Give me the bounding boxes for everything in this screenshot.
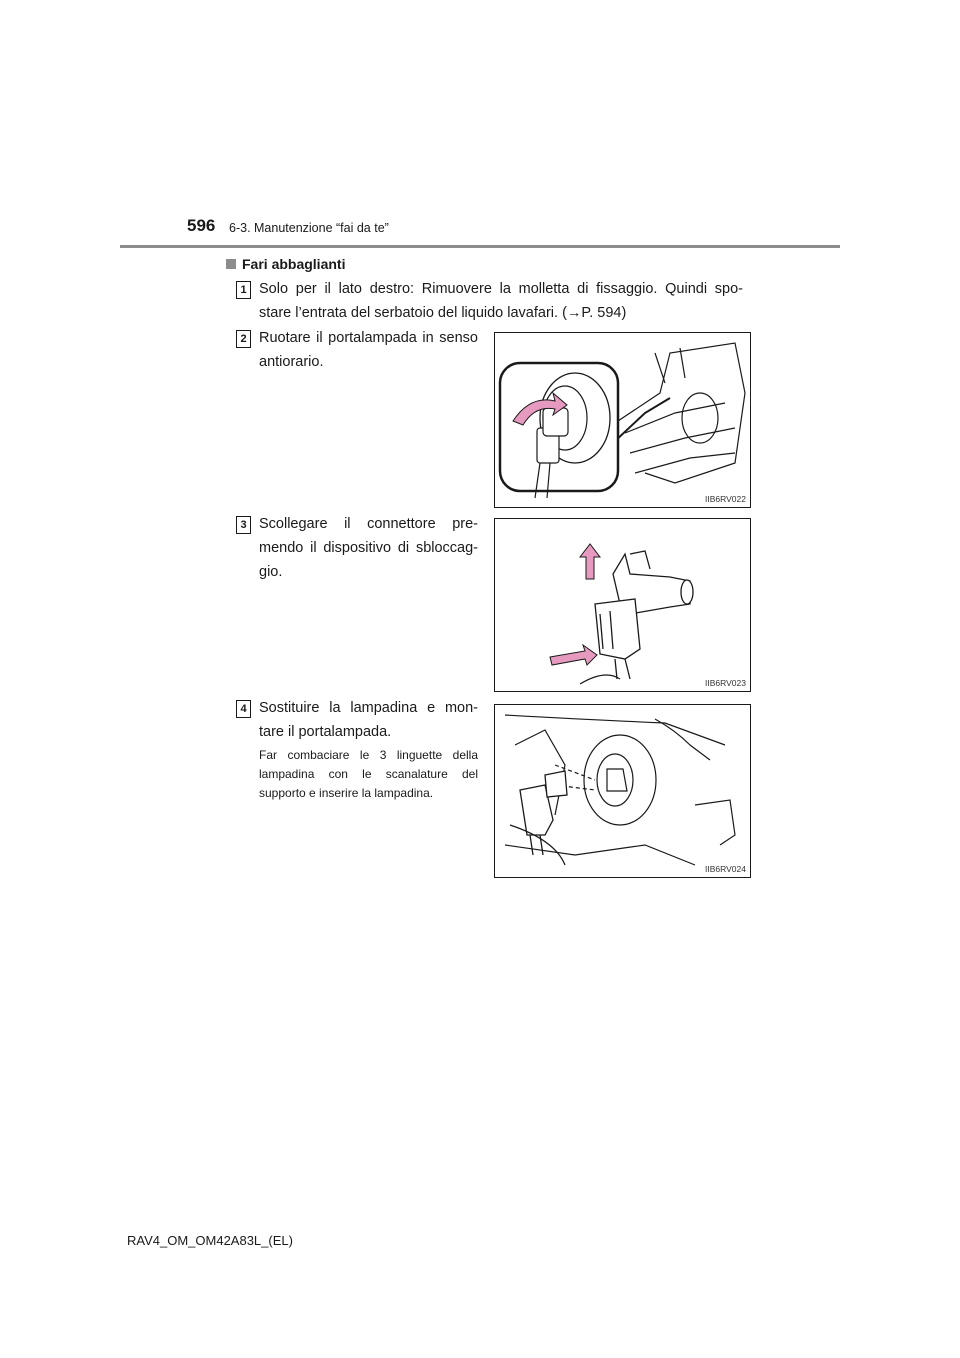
page-number: 596: [187, 216, 216, 235]
step-number-2: 2: [236, 330, 251, 348]
bulb-replacement-illustration: [495, 705, 750, 877]
figure-code-022: IIB6RV022: [705, 494, 746, 504]
figure-disconnect-connector: [494, 518, 751, 692]
heading-text: Fari abbaglianti: [242, 256, 346, 272]
step-4-note: Far combaciare le 3 linguette della lampadina con le scanalature del supporto e inserire la lampadina.: [259, 748, 478, 800]
step-2-text: Ruotare il portalampada in senso antiorario.: [259, 330, 478, 370]
rotate-bulb-illustration: [495, 333, 750, 507]
step-number-3: 3: [236, 516, 251, 534]
figure-code-023: IIB6RV023: [705, 678, 746, 688]
figure-replace-bulb: [494, 704, 751, 878]
step-number-4: 4: [236, 700, 251, 718]
step-number-1: 1: [236, 281, 251, 299]
step-1-text-line1: Solo per il lato destro: Rimuovere la molletta di fissaggio. Quindi spo-: [259, 281, 743, 297]
section-title: 6-3. Manutenzione “fai da te”: [229, 221, 389, 235]
heading-square-icon: [226, 259, 236, 269]
figure-code-024: IIB6RV024: [705, 864, 746, 874]
footer-document-code: RAV4_OM_OM42A83L_(EL): [127, 1233, 293, 1248]
step-3-text: Scollegare il connettore pre-mendo il dispositivo di sbloccag-gio.: [259, 516, 478, 580]
step-1-text-line2: stare l’entrata del serbatoio del liquido lavafari. (→P. 594): [259, 305, 627, 321]
connector-illustration: [495, 519, 750, 691]
section-heading: [226, 256, 345, 272]
figure-rotate-bulb-holder: [494, 332, 751, 508]
step-4-text: Sostituire la lampadina e mon-tare il portalampada.: [259, 700, 478, 740]
header-divider: [120, 245, 840, 248]
